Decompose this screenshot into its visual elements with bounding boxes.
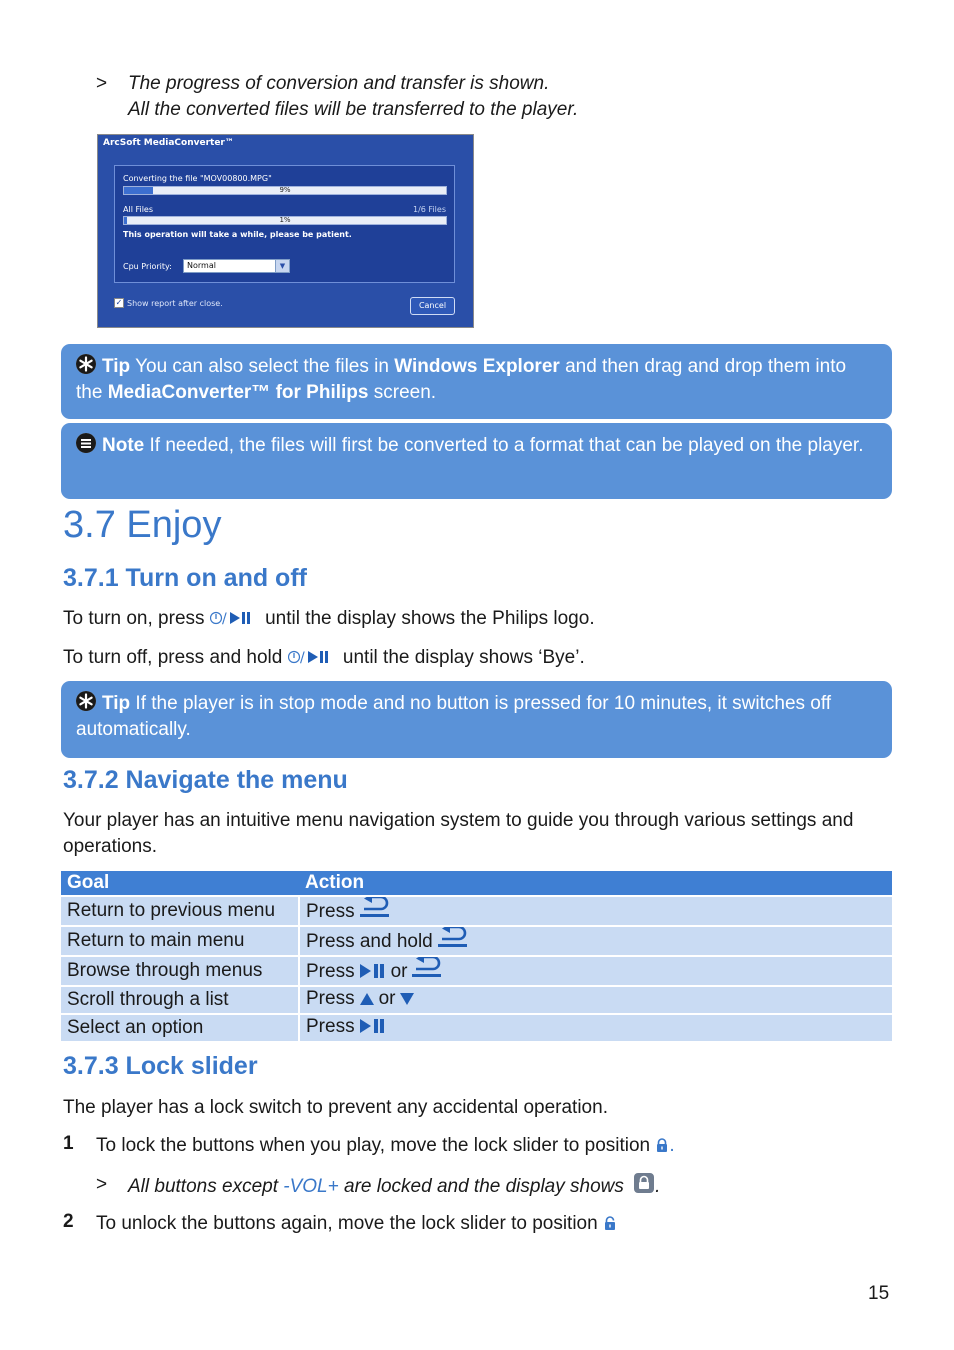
step-number-2: 2 bbox=[63, 1211, 74, 1232]
note-text: If needed, the files will first be converted to a format that can be played on the player. bbox=[144, 435, 864, 456]
patience-notice: This operation will take a while, please be patient. bbox=[123, 230, 352, 239]
chevron-down-icon: ▼ bbox=[275, 260, 289, 272]
subsection-title-turn-on-off: 3.7.1 Turn on and off bbox=[63, 564, 307, 592]
note-callout bbox=[61, 423, 892, 499]
mediaconverter-screenshot bbox=[97, 134, 474, 328]
lock-open-icon bbox=[603, 1213, 617, 1234]
step-1-text: To lock the buttons when you play, move the lock slider to position bbox=[96, 1135, 656, 1156]
table-row bbox=[61, 986, 892, 1014]
power-play-icon bbox=[210, 608, 260, 629]
play-pause-icon bbox=[359, 1018, 387, 1040]
table-header-row bbox=[61, 871, 892, 896]
step-2-text: To unlock the buttons again, move the lock slider to position bbox=[96, 1213, 603, 1234]
table-row bbox=[61, 1014, 892, 1041]
result-marker: > bbox=[96, 73, 108, 94]
turn-on-text: To turn on, press bbox=[63, 608, 210, 629]
power-play-icon bbox=[288, 647, 338, 668]
turn-off-text: To turn off, press and hold bbox=[63, 647, 288, 668]
tip-text: screen. bbox=[368, 382, 437, 403]
tip-bold-windows-explorer: Windows Explorer bbox=[394, 356, 560, 377]
step-2 bbox=[96, 1211, 617, 1237]
action-cell bbox=[299, 896, 892, 926]
back-icon bbox=[437, 927, 469, 955]
arrow-down-icon bbox=[399, 990, 415, 1012]
goal-cell: Scroll through a list bbox=[61, 986, 299, 1014]
turn-off-text: until the display shows ‘Bye’. bbox=[337, 647, 585, 668]
column-header-action: Action bbox=[299, 871, 892, 896]
play-pause-icon bbox=[359, 963, 387, 985]
cpu-priority-label: Cpu Priority: bbox=[123, 262, 172, 271]
tip-bold-mediaconverter: MediaConverter™ for Philips bbox=[107, 382, 369, 403]
cpu-priority-select[interactable] bbox=[183, 259, 290, 273]
tip-text: If the player is in stop mode and no button is pressed for 10 minutes, it switches off automatically. bbox=[76, 693, 832, 740]
navigation-table bbox=[61, 871, 892, 1041]
all-progress-label: 1% bbox=[279, 216, 291, 224]
or-text: or bbox=[390, 961, 408, 982]
section-title: 3.7 Enjoy bbox=[63, 504, 222, 546]
or-text: or bbox=[378, 988, 396, 1009]
svg-text:/: / bbox=[221, 611, 227, 626]
step-number-1: 1 bbox=[63, 1133, 74, 1154]
note-icon bbox=[76, 433, 96, 453]
action-text: Press bbox=[306, 961, 355, 982]
action-cell bbox=[299, 956, 892, 986]
tip-icon bbox=[76, 354, 96, 374]
action-cell bbox=[299, 1014, 892, 1041]
action-text: Press bbox=[306, 901, 355, 922]
lock-result-line bbox=[128, 1172, 660, 1200]
back-icon bbox=[359, 897, 391, 925]
cpu-priority-value: Normal bbox=[187, 261, 216, 270]
lock-result-end: . bbox=[655, 1176, 661, 1197]
tip-label: Tip bbox=[102, 356, 131, 377]
goal-cell: Return to previous menu bbox=[61, 896, 299, 926]
result-line-1: The progress of conversion and transfer is shown. bbox=[128, 73, 550, 94]
files-count: 1/6 Files bbox=[413, 205, 446, 214]
turn-on-text: until the display shows the Philips logo. bbox=[259, 608, 595, 629]
lock-closed-icon bbox=[655, 1135, 669, 1156]
file-progress-label: 9% bbox=[279, 186, 291, 194]
svg-text:/: / bbox=[299, 650, 305, 665]
all-progress-bar bbox=[123, 216, 447, 225]
action-text: Press bbox=[306, 988, 355, 1009]
show-report-checkbox[interactable]: ✓ bbox=[115, 298, 123, 307]
tip-text: You can also select the files in bbox=[130, 356, 395, 377]
goal-cell: Browse through menus bbox=[61, 956, 299, 986]
note-label: Note bbox=[102, 435, 145, 456]
result-line-2: All the converted files will be transferred to the player. bbox=[128, 99, 579, 120]
show-report-label: Show report after close. bbox=[127, 299, 223, 308]
vol-button-label: -VOL+ bbox=[283, 1176, 339, 1197]
action-cell bbox=[299, 926, 892, 956]
table-row bbox=[61, 926, 892, 956]
result-marker: > bbox=[96, 1174, 108, 1195]
column-header-goal: Goal bbox=[61, 871, 299, 896]
arrow-up-icon bbox=[359, 990, 375, 1012]
lock-intro: The player has a lock switch to prevent any accidental operation. bbox=[63, 1097, 608, 1118]
subsection-title-navigate: 3.7.2 Navigate the menu bbox=[63, 766, 348, 794]
tip-callout-2 bbox=[61, 681, 892, 758]
action-text: Press bbox=[306, 1016, 355, 1037]
goal-cell: Select an option bbox=[61, 1014, 299, 1041]
table-row bbox=[61, 896, 892, 926]
table-row bbox=[61, 956, 892, 986]
step-1 bbox=[96, 1133, 675, 1159]
turn-on-paragraph bbox=[63, 606, 595, 632]
file-progress-bar bbox=[123, 186, 447, 195]
lock-result-text: are locked and the display shows bbox=[338, 1176, 630, 1197]
converting-label: Converting the file "MOV00800.MPG" bbox=[123, 174, 272, 183]
page-number: 15 bbox=[868, 1283, 890, 1304]
all-files-label: All Files bbox=[123, 205, 154, 214]
step-1-end: . bbox=[669, 1135, 675, 1156]
tip-label: Tip bbox=[102, 693, 131, 714]
tip-text: and then drag and drop them into the bbox=[76, 356, 847, 403]
display-lock-icon bbox=[629, 1176, 655, 1197]
window-title: ArcSoft MediaConverter™ bbox=[103, 138, 234, 148]
action-cell bbox=[299, 986, 892, 1014]
turn-off-paragraph bbox=[63, 645, 585, 671]
lock-result-text: All buttons except bbox=[128, 1176, 284, 1197]
subsection-title-lock-slider: 3.7.3 Lock slider bbox=[63, 1052, 258, 1080]
tip-callout-1 bbox=[61, 344, 892, 419]
goal-cell: Return to main menu bbox=[61, 926, 299, 956]
cancel-button[interactable]: Cancel bbox=[410, 297, 455, 315]
tip-icon bbox=[76, 691, 96, 711]
back-icon bbox=[411, 957, 443, 985]
action-text: Press and hold bbox=[306, 931, 433, 952]
navigate-intro: Your player has an intuitive menu navigation system to guide you through various settings and operations. bbox=[63, 810, 854, 857]
